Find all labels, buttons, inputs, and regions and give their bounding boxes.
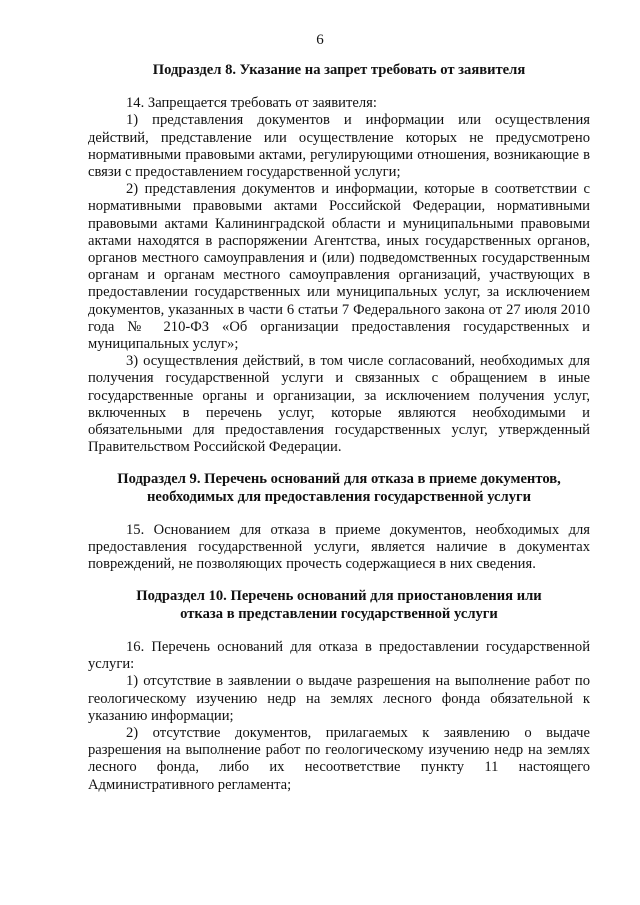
section-10-heading-line-1: Подраздел 10. Перечень оснований для приостановления или bbox=[136, 588, 542, 605]
page-number: 6 bbox=[316, 32, 324, 48]
paragraph-16: 16. Перечень оснований для отказа в предоставлении государственной услуги: bbox=[88, 638, 590, 673]
paragraph-14: 14. Запрещается требовать от заявителя: bbox=[126, 95, 377, 112]
section-9-heading bbox=[88, 471, 590, 505]
section-9-heading-line-2: необходимых для предоставления государственной услуги bbox=[146, 488, 532, 505]
paragraph-14-item-2: 2) представления документов и информации, которые в соответствии с нормативными правовыми актами Российской Федерации, нормативными правовыми актами Калининградской области и муниципальными правовыми актами находятся в распоряжении Агентства, иных государственных органов, органов местного самоуправления и (или) подведомственных государственным органам и органам местного самоуправления организаций, участвующих в предоставлении государственных или муниципальных услуг, за исключением документов, указанных в части 6 статьи 7 Федерального закона от 27 июля 2010 года № 210-ФЗ «Об организации предоставления государственных и муниципальных услуг»; bbox=[88, 181, 590, 353]
document-body bbox=[88, 62, 590, 794]
section-10-heading-line-2: отказа в представлении государственной услуги bbox=[180, 605, 498, 622]
paragraph-14-item-1: 1) представления документов и информации или осуществления действий, представление или осуществление которых не предусмотрено нормативными правовыми актами, регулирующими отношения, возникающие в связи с предоставлением государственной услуги; bbox=[88, 112, 590, 181]
section-10 bbox=[88, 588, 590, 793]
section-8 bbox=[88, 62, 590, 456]
section-10-heading bbox=[88, 588, 590, 622]
paragraph-15: 15. Основанием для отказа в приеме документов, необходимых для предоставления государственной услуги, является наличие в документах повреждений, не позволяющих прочесть содержащиеся в них сведения. bbox=[88, 521, 590, 573]
paragraph-16-item-1: 1) отсутствие в заявлении о выдаче разрешения на выполнение работ по геологическому изучению недр на землях лесного фонда обязательной к указанию информации; bbox=[88, 673, 590, 724]
section-8-heading: Подраздел 8. Указание на запрет требовать от заявителя bbox=[152, 62, 526, 78]
section-9-heading-line-1: Подраздел 9. Перечень оснований для отказа в приеме документов, bbox=[117, 471, 561, 488]
paragraph-16-item-2: 2) отсутствие документов, прилагаемых к заявлению о выдаче разрешения на выполнение работ по геологическому изучению недр на землях лесного фонда, либо их несоответствие пункту 11 настоящего Административного регламента; bbox=[88, 724, 590, 793]
section-9 bbox=[88, 471, 590, 573]
paragraph-14-item-3: 3) осуществления действий, в том числе согласований, необходимых для получения государственной услуги и связанных с обращением в иные государственные органы и организации, за исключением получения услуг, включенных в перечень услуг, которые являются необходимыми и обязательными для предоставления государственных услуг, утвержденный Правительством Российской Федерации. bbox=[88, 353, 590, 456]
